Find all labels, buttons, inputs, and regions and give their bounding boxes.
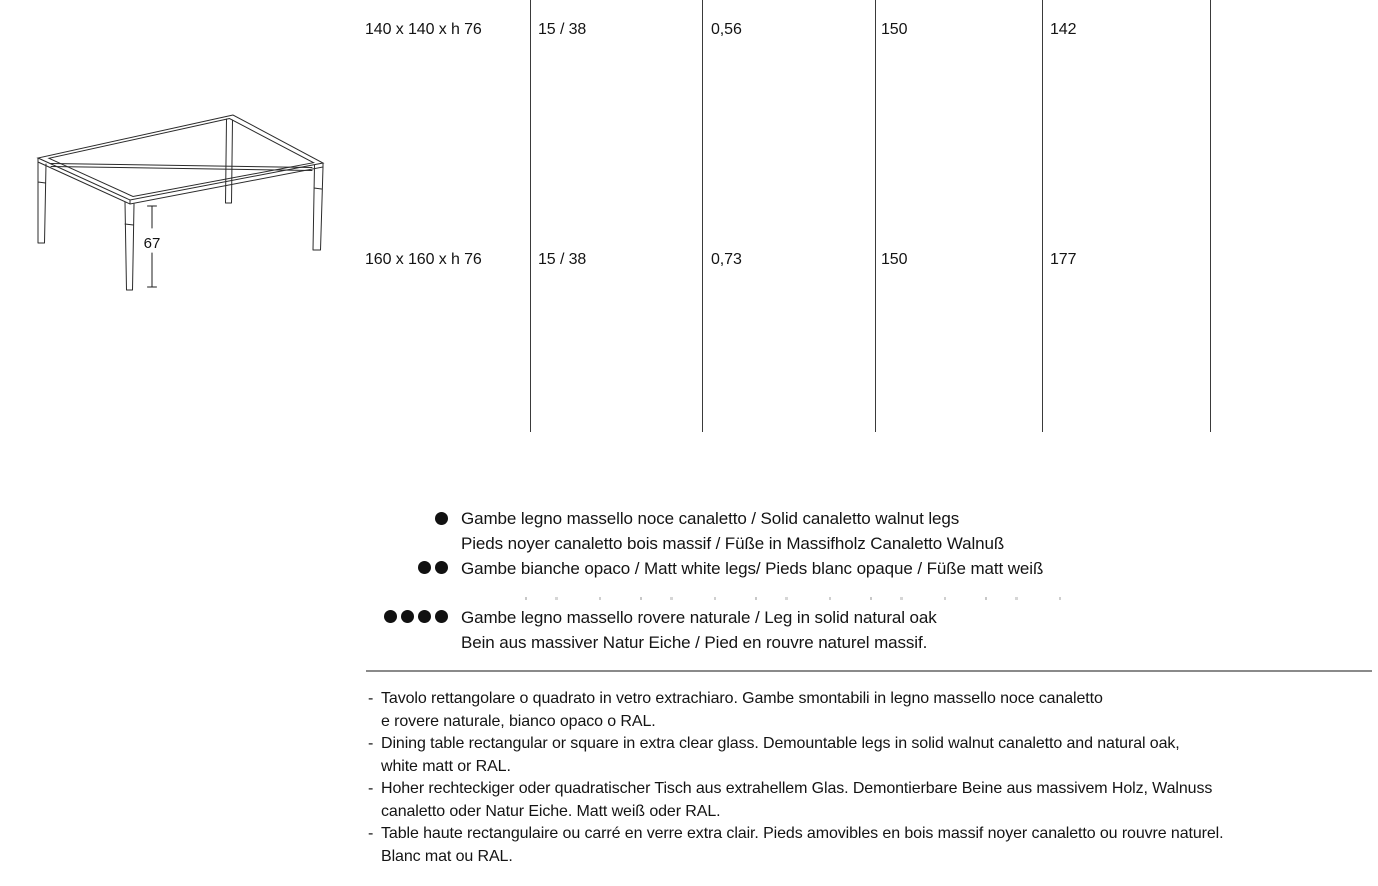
note-english	[368, 733, 1223, 778]
table-wireframe	[38, 115, 323, 290]
spec-row-value: 142	[1050, 21, 1077, 38]
note-text: Tavolo rettangolare o quadrato in vetro extrachiaro. Gambe smontabili in legno massello noce canaletto	[381, 690, 1103, 707]
spec-row-value: 0,73	[711, 251, 742, 268]
note-text: Hoher rechteckiger oder quadratischer Tisch aus extrahellem Glas. Demontierbare Beine aus massivem Holz, Walnuss	[381, 780, 1213, 797]
note-italian	[368, 688, 1223, 733]
legend-text: Gambe bianche opaco / Matt white legs/ Pieds blanc opaque / Füße matt weiß	[461, 559, 1044, 578]
legend-text: Bein aus massiver Natur Eiche / Pied en rouvre naturel massif.	[461, 633, 928, 652]
spec-row-value: 15 / 38	[538, 251, 587, 268]
list-dash: -	[368, 780, 374, 797]
table-column-rule	[1042, 0, 1043, 432]
table-column-rule	[702, 0, 703, 432]
erased-text-artifact	[525, 597, 1085, 600]
note-text: Dining table rectangular or square in extra clear glass. Demountable legs in solid walnut canaletto and natural oak,	[381, 735, 1180, 752]
bullet-dot-icon	[418, 561, 431, 574]
table-column-rule	[875, 0, 876, 432]
spec-row-dimensions: 140 x 140 x h 76	[365, 21, 482, 38]
table-column-rule	[530, 0, 531, 432]
two-dots-icon	[383, 561, 448, 574]
note-text: e rovere naturale, bianco opaco o RAL.	[381, 712, 656, 730]
spec-row-value: 177	[1050, 251, 1077, 268]
spec-row-value: 15 / 38	[538, 21, 587, 38]
bullet-dot-icon	[418, 610, 431, 623]
legend-text: Gambe legno massello rovere naturale / Leg in solid natural oak	[461, 608, 937, 627]
table-line-drawing	[15, 100, 345, 300]
one-dot-icon	[383, 512, 448, 525]
note-text: canaletto oder Natur Eiche. Matt weiß oder RAL.	[381, 802, 721, 820]
list-dash: -	[368, 825, 374, 842]
note-french	[368, 823, 1223, 868]
note-text: Table haute rectangulaire ou carré en verre extra clair. Pieds amovibles en bois massif noyer canaletto ou rouvre naturel.	[381, 825, 1224, 842]
spec-row-value: 150	[881, 251, 908, 268]
dimension-label: 67	[143, 235, 161, 252]
bullet-dot-icon	[435, 561, 448, 574]
four-dots-icon	[383, 610, 448, 623]
legend-text: Gambe legno massello noce canaletto / Solid canaletto walnut legs	[461, 509, 960, 528]
bullet-dot-icon	[435, 610, 448, 623]
spec-row-value: 0,56	[711, 21, 742, 38]
spec-row-dimensions: 160 x 160 x h 76	[365, 251, 482, 268]
list-dash: -	[368, 690, 374, 707]
spec-row-value: 150	[881, 21, 908, 38]
bullet-dot-icon	[401, 610, 414, 623]
description-notes	[368, 688, 1223, 868]
divider-rule	[366, 670, 1372, 672]
bullet-dot-icon	[384, 610, 397, 623]
list-dash: -	[368, 735, 374, 752]
note-german	[368, 778, 1223, 823]
note-text: white matt or RAL.	[381, 757, 511, 775]
legend-text: Pieds noyer canaletto bois massif / Füße in Massifholz Canaletto Walnuß	[461, 534, 1005, 553]
bullet-dot-icon	[435, 512, 448, 525]
note-text: Blanc mat ou RAL.	[381, 847, 513, 865]
table-column-rule	[1210, 0, 1211, 432]
